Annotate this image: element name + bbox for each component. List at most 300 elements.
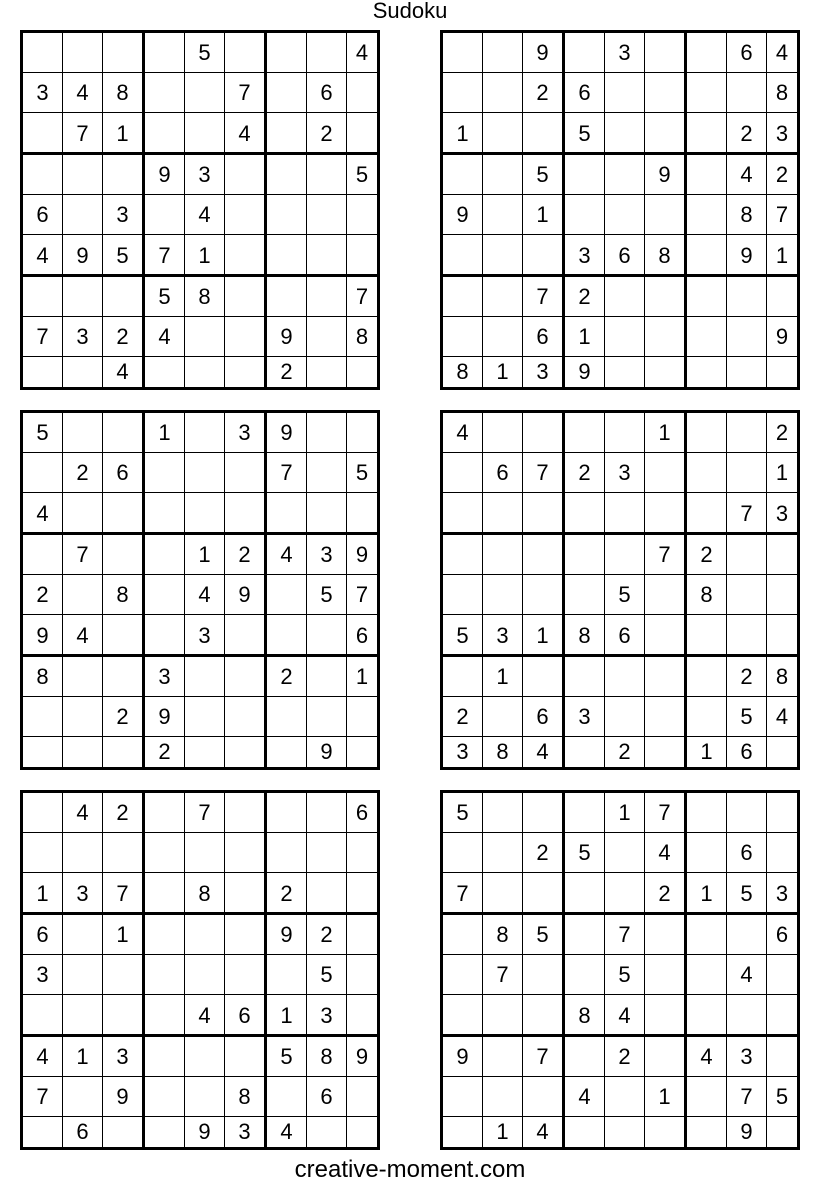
sudoku-cell[interactable] xyxy=(23,155,63,195)
sudoku-cell[interactable]: 7 xyxy=(523,1037,565,1077)
sudoku-cell[interactable]: 1 xyxy=(443,113,483,155)
sudoku-cell[interactable] xyxy=(145,955,185,995)
sudoku-cell[interactable] xyxy=(523,235,565,277)
sudoku-cell[interactable] xyxy=(483,235,523,277)
sudoku-cell[interactable]: 8 xyxy=(347,317,377,357)
sudoku-cell[interactable] xyxy=(565,1117,605,1147)
sudoku-cell[interactable]: 4 xyxy=(63,615,103,657)
sudoku-cell[interactable] xyxy=(267,113,307,155)
sudoku-cell[interactable] xyxy=(185,113,225,155)
sudoku-cell[interactable] xyxy=(185,357,225,387)
sudoku-cell[interactable]: 7 xyxy=(443,873,483,915)
sudoku-cell[interactable]: 6 xyxy=(565,73,605,113)
sudoku-cell[interactable]: 9 xyxy=(307,737,347,767)
sudoku-cell[interactable]: 6 xyxy=(307,1077,347,1117)
sudoku-cell[interactable]: 3 xyxy=(443,737,483,767)
sudoku-cell[interactable] xyxy=(267,615,307,657)
sudoku-cell[interactable] xyxy=(307,317,347,357)
sudoku-cell[interactable]: 4 xyxy=(523,737,565,767)
sudoku-cell[interactable] xyxy=(103,413,145,453)
sudoku-cell[interactable] xyxy=(565,915,605,955)
sudoku-cell[interactable] xyxy=(267,155,307,195)
sudoku-cell[interactable] xyxy=(687,413,727,453)
sudoku-cell[interactable] xyxy=(483,317,523,357)
sudoku-cell[interactable]: 3 xyxy=(225,413,267,453)
sudoku-cell[interactable]: 5 xyxy=(443,615,483,657)
sudoku-cell[interactable]: 8 xyxy=(767,657,797,697)
sudoku-cell[interactable]: 3 xyxy=(145,657,185,697)
sudoku-cell[interactable]: 9 xyxy=(727,235,767,277)
sudoku-cell[interactable] xyxy=(605,873,645,915)
sudoku-cell[interactable] xyxy=(645,955,687,995)
sudoku-cell[interactable]: 7 xyxy=(267,453,307,493)
sudoku-cell[interactable] xyxy=(225,955,267,995)
sudoku-cell[interactable]: 5 xyxy=(727,873,767,915)
sudoku-cell[interactable] xyxy=(687,657,727,697)
sudoku-cell[interactable] xyxy=(727,73,767,113)
sudoku-cell[interactable] xyxy=(443,73,483,113)
sudoku-cell[interactable]: 6 xyxy=(307,73,347,113)
sudoku-cell[interactable] xyxy=(347,697,377,737)
sudoku-cell[interactable]: 7 xyxy=(63,113,103,155)
sudoku-cell[interactable] xyxy=(185,1077,225,1117)
sudoku-cell[interactable]: 6 xyxy=(483,453,523,493)
sudoku-cell[interactable] xyxy=(605,1117,645,1147)
sudoku-cell[interactable] xyxy=(645,357,687,387)
sudoku-cell[interactable] xyxy=(63,737,103,767)
sudoku-cell[interactable]: 1 xyxy=(23,873,63,915)
sudoku-cell[interactable] xyxy=(63,1077,103,1117)
sudoku-cell[interactable] xyxy=(307,1117,347,1147)
sudoku-cell[interactable] xyxy=(483,155,523,195)
sudoku-cell[interactable]: 1 xyxy=(483,357,523,387)
sudoku-cell[interactable]: 4 xyxy=(523,1117,565,1147)
sudoku-cell[interactable] xyxy=(565,575,605,615)
sudoku-cell[interactable] xyxy=(443,955,483,995)
sudoku-cell[interactable] xyxy=(767,833,797,873)
sudoku-cell[interactable]: 8 xyxy=(225,1077,267,1117)
sudoku-cell[interactable] xyxy=(267,793,307,833)
sudoku-cell[interactable] xyxy=(687,33,727,73)
sudoku-cell[interactable] xyxy=(307,195,347,235)
sudoku-cell[interactable] xyxy=(443,575,483,615)
sudoku-cell[interactable] xyxy=(443,833,483,873)
sudoku-cell[interactable]: 9 xyxy=(443,1037,483,1077)
sudoku-cell[interactable] xyxy=(605,357,645,387)
sudoku-cell[interactable]: 2 xyxy=(565,277,605,317)
sudoku-cell[interactable]: 1 xyxy=(767,453,797,493)
sudoku-cell[interactable]: 2 xyxy=(267,657,307,697)
sudoku-cell[interactable] xyxy=(103,833,145,873)
sudoku-cell[interactable] xyxy=(185,317,225,357)
sudoku-cell[interactable] xyxy=(103,535,145,575)
sudoku-cell[interactable] xyxy=(185,657,225,697)
sudoku-cell[interactable] xyxy=(727,793,767,833)
sudoku-cell[interactable]: 8 xyxy=(103,73,145,113)
sudoku-cell[interactable] xyxy=(687,195,727,235)
sudoku-cell[interactable]: 4 xyxy=(347,33,377,73)
sudoku-cell[interactable] xyxy=(145,915,185,955)
sudoku-cell[interactable] xyxy=(145,833,185,873)
sudoku-cell[interactable] xyxy=(347,737,377,767)
sudoku-cell[interactable]: 8 xyxy=(483,915,523,955)
sudoku-cell[interactable] xyxy=(225,697,267,737)
sudoku-cell[interactable] xyxy=(225,793,267,833)
sudoku-cell[interactable]: 3 xyxy=(103,195,145,235)
sudoku-cell[interactable]: 9 xyxy=(267,413,307,453)
sudoku-cell[interactable] xyxy=(483,413,523,453)
sudoku-cell[interactable]: 3 xyxy=(565,697,605,737)
sudoku-cell[interactable]: 9 xyxy=(267,317,307,357)
sudoku-cell[interactable] xyxy=(523,657,565,697)
sudoku-cell[interactable]: 7 xyxy=(645,793,687,833)
sudoku-cell[interactable] xyxy=(267,33,307,73)
sudoku-cell[interactable]: 3 xyxy=(63,317,103,357)
sudoku-cell[interactable] xyxy=(727,357,767,387)
sudoku-cell[interactable]: 2 xyxy=(103,793,145,833)
sudoku-cell[interactable] xyxy=(687,1077,727,1117)
sudoku-cell[interactable] xyxy=(63,195,103,235)
sudoku-cell[interactable]: 3 xyxy=(23,955,63,995)
sudoku-cell[interactable]: 7 xyxy=(645,535,687,575)
sudoku-cell[interactable]: 2 xyxy=(727,113,767,155)
sudoku-cell[interactable] xyxy=(727,277,767,317)
sudoku-cell[interactable] xyxy=(145,33,185,73)
sudoku-cell[interactable] xyxy=(523,493,565,535)
sudoku-cell[interactable] xyxy=(645,1037,687,1077)
sudoku-cell[interactable] xyxy=(565,955,605,995)
sudoku-cell[interactable]: 1 xyxy=(483,657,523,697)
sudoku-cell[interactable] xyxy=(185,737,225,767)
sudoku-cell[interactable]: 5 xyxy=(523,915,565,955)
sudoku-cell[interactable]: 4 xyxy=(145,317,185,357)
sudoku-cell[interactable]: 1 xyxy=(185,535,225,575)
sudoku-cell[interactable] xyxy=(23,1117,63,1147)
sudoku-cell[interactable] xyxy=(687,73,727,113)
sudoku-cell[interactable] xyxy=(347,995,377,1037)
sudoku-cell[interactable]: 4 xyxy=(23,493,63,535)
sudoku-cell[interactable] xyxy=(307,155,347,195)
sudoku-cell[interactable]: 5 xyxy=(565,833,605,873)
sudoku-cell[interactable]: 3 xyxy=(307,995,347,1037)
sudoku-cell[interactable] xyxy=(103,1117,145,1147)
sudoku-cell[interactable] xyxy=(225,1037,267,1077)
sudoku-cell[interactable] xyxy=(523,413,565,453)
sudoku-cell[interactable] xyxy=(145,73,185,113)
sudoku-cell[interactable]: 4 xyxy=(185,995,225,1037)
sudoku-cell[interactable] xyxy=(565,195,605,235)
sudoku-cell[interactable] xyxy=(645,113,687,155)
sudoku-cell[interactable] xyxy=(483,697,523,737)
sudoku-cell[interactable]: 3 xyxy=(727,1037,767,1077)
sudoku-cell[interactable]: 4 xyxy=(767,33,797,73)
sudoku-cell[interactable] xyxy=(267,277,307,317)
sudoku-cell[interactable] xyxy=(605,317,645,357)
sudoku-cell[interactable] xyxy=(185,955,225,995)
sudoku-cell[interactable] xyxy=(483,277,523,317)
sudoku-cell[interactable]: 4 xyxy=(605,995,645,1037)
sudoku-cell[interactable]: 4 xyxy=(63,73,103,113)
sudoku-cell[interactable] xyxy=(63,915,103,955)
sudoku-cell[interactable]: 4 xyxy=(267,1117,307,1147)
sudoku-cell[interactable]: 5 xyxy=(565,113,605,155)
sudoku-cell[interactable] xyxy=(443,155,483,195)
sudoku-cell[interactable] xyxy=(443,493,483,535)
sudoku-cell[interactable] xyxy=(145,873,185,915)
sudoku-cell[interactable]: 7 xyxy=(63,535,103,575)
sudoku-cell[interactable] xyxy=(225,277,267,317)
sudoku-cell[interactable] xyxy=(347,873,377,915)
sudoku-cell[interactable]: 2 xyxy=(565,453,605,493)
sudoku-cell[interactable]: 8 xyxy=(565,995,605,1037)
sudoku-cell[interactable]: 6 xyxy=(347,615,377,657)
sudoku-cell[interactable]: 2 xyxy=(605,737,645,767)
sudoku-cell[interactable]: 3 xyxy=(767,493,797,535)
sudoku-cell[interactable]: 5 xyxy=(523,155,565,195)
sudoku-cell[interactable]: 4 xyxy=(565,1077,605,1117)
sudoku-cell[interactable]: 7 xyxy=(185,793,225,833)
sudoku-cell[interactable] xyxy=(565,737,605,767)
sudoku-cell[interactable]: 7 xyxy=(483,955,523,995)
sudoku-cell[interactable]: 4 xyxy=(23,235,63,277)
sudoku-cell[interactable] xyxy=(687,955,727,995)
sudoku-cell[interactable] xyxy=(483,113,523,155)
sudoku-cell[interactable]: 1 xyxy=(523,195,565,235)
sudoku-cell[interactable] xyxy=(687,833,727,873)
sudoku-cell[interactable] xyxy=(145,113,185,155)
sudoku-cell[interactable] xyxy=(103,615,145,657)
sudoku-cell[interactable]: 5 xyxy=(185,33,225,73)
sudoku-cell[interactable] xyxy=(483,793,523,833)
sudoku-cell[interactable] xyxy=(645,697,687,737)
sudoku-cell[interactable]: 2 xyxy=(267,873,307,915)
sudoku-cell[interactable] xyxy=(767,357,797,387)
sudoku-cell[interactable]: 4 xyxy=(443,413,483,453)
sudoku-cell[interactable] xyxy=(687,995,727,1037)
sudoku-cell[interactable]: 1 xyxy=(267,995,307,1037)
sudoku-cell[interactable] xyxy=(23,995,63,1037)
sudoku-cell[interactable] xyxy=(767,575,797,615)
sudoku-cell[interactable] xyxy=(645,493,687,535)
sudoku-cell[interactable] xyxy=(727,535,767,575)
sudoku-cell[interactable] xyxy=(23,113,63,155)
sudoku-cell[interactable] xyxy=(307,453,347,493)
sudoku-cell[interactable] xyxy=(267,493,307,535)
sudoku-cell[interactable] xyxy=(687,155,727,195)
sudoku-cell[interactable]: 4 xyxy=(687,1037,727,1077)
sudoku-cell[interactable]: 3 xyxy=(63,873,103,915)
sudoku-cell[interactable] xyxy=(443,33,483,73)
sudoku-cell[interactable] xyxy=(225,873,267,915)
sudoku-cell[interactable] xyxy=(185,413,225,453)
sudoku-cell[interactable] xyxy=(145,1117,185,1147)
sudoku-cell[interactable] xyxy=(23,357,63,387)
sudoku-cell[interactable] xyxy=(145,535,185,575)
sudoku-cell[interactable]: 7 xyxy=(103,873,145,915)
sudoku-cell[interactable]: 5 xyxy=(307,575,347,615)
sudoku-cell[interactable]: 4 xyxy=(103,357,145,387)
sudoku-cell[interactable] xyxy=(23,793,63,833)
sudoku-cell[interactable]: 2 xyxy=(103,317,145,357)
sudoku-cell[interactable] xyxy=(347,413,377,453)
sudoku-cell[interactable]: 3 xyxy=(23,73,63,113)
sudoku-cell[interactable]: 2 xyxy=(63,453,103,493)
sudoku-cell[interactable] xyxy=(645,995,687,1037)
sudoku-cell[interactable]: 6 xyxy=(63,1117,103,1147)
sudoku-cell[interactable] xyxy=(267,195,307,235)
sudoku-cell[interactable] xyxy=(347,915,377,955)
sudoku-cell[interactable]: 3 xyxy=(523,357,565,387)
sudoku-cell[interactable]: 7 xyxy=(523,453,565,493)
sudoku-cell[interactable]: 2 xyxy=(267,357,307,387)
sudoku-cell[interactable] xyxy=(23,697,63,737)
sudoku-cell[interactable] xyxy=(483,535,523,575)
sudoku-cell[interactable]: 8 xyxy=(483,737,523,767)
sudoku-cell[interactable] xyxy=(347,113,377,155)
sudoku-cell[interactable]: 1 xyxy=(523,615,565,657)
sudoku-cell[interactable] xyxy=(443,1117,483,1147)
sudoku-cell[interactable]: 9 xyxy=(347,535,377,575)
sudoku-cell[interactable]: 2 xyxy=(103,697,145,737)
sudoku-cell[interactable]: 1 xyxy=(687,873,727,915)
sudoku-cell[interactable]: 1 xyxy=(645,413,687,453)
sudoku-cell[interactable] xyxy=(307,793,347,833)
sudoku-cell[interactable]: 3 xyxy=(605,453,645,493)
sudoku-cell[interactable]: 5 xyxy=(307,955,347,995)
sudoku-cell[interactable] xyxy=(225,657,267,697)
sudoku-cell[interactable] xyxy=(63,33,103,73)
sudoku-cell[interactable]: 7 xyxy=(225,73,267,113)
sudoku-cell[interactable]: 8 xyxy=(103,575,145,615)
sudoku-cell[interactable] xyxy=(185,833,225,873)
sudoku-cell[interactable] xyxy=(443,235,483,277)
sudoku-cell[interactable] xyxy=(687,113,727,155)
sudoku-cell[interactable]: 9 xyxy=(267,915,307,955)
sudoku-cell[interactable]: 4 xyxy=(727,155,767,195)
sudoku-cell[interactable] xyxy=(185,73,225,113)
sudoku-cell[interactable]: 3 xyxy=(767,113,797,155)
sudoku-cell[interactable]: 4 xyxy=(727,955,767,995)
sudoku-cell[interactable] xyxy=(443,535,483,575)
sudoku-cell[interactable] xyxy=(605,113,645,155)
sudoku-cell[interactable] xyxy=(443,453,483,493)
sudoku-cell[interactable] xyxy=(225,235,267,277)
sudoku-cell[interactable] xyxy=(185,697,225,737)
sudoku-cell[interactable] xyxy=(225,453,267,493)
sudoku-cell[interactable] xyxy=(225,833,267,873)
sudoku-cell[interactable]: 1 xyxy=(145,413,185,453)
sudoku-cell[interactable]: 8 xyxy=(687,575,727,615)
sudoku-cell[interactable] xyxy=(225,737,267,767)
sudoku-cell[interactable] xyxy=(307,615,347,657)
sudoku-cell[interactable]: 4 xyxy=(225,113,267,155)
sudoku-cell[interactable]: 3 xyxy=(185,155,225,195)
sudoku-cell[interactable] xyxy=(63,493,103,535)
sudoku-cell[interactable]: 1 xyxy=(605,793,645,833)
sudoku-cell[interactable] xyxy=(347,493,377,535)
sudoku-cell[interactable] xyxy=(523,873,565,915)
sudoku-cell[interactable] xyxy=(727,413,767,453)
sudoku-cell[interactable] xyxy=(63,277,103,317)
sudoku-cell[interactable] xyxy=(225,615,267,657)
sudoku-cell[interactable] xyxy=(565,493,605,535)
sudoku-cell[interactable] xyxy=(483,195,523,235)
sudoku-cell[interactable] xyxy=(687,793,727,833)
sudoku-cell[interactable] xyxy=(307,33,347,73)
sudoku-cell[interactable] xyxy=(687,493,727,535)
sudoku-cell[interactable] xyxy=(145,615,185,657)
sudoku-cell[interactable]: 3 xyxy=(605,33,645,73)
sudoku-cell[interactable]: 6 xyxy=(727,833,767,873)
sudoku-cell[interactable] xyxy=(267,1077,307,1117)
sudoku-cell[interactable] xyxy=(145,575,185,615)
sudoku-cell[interactable]: 4 xyxy=(645,833,687,873)
sudoku-cell[interactable]: 2 xyxy=(523,833,565,873)
sudoku-cell[interactable] xyxy=(483,575,523,615)
sudoku-cell[interactable] xyxy=(185,493,225,535)
sudoku-cell[interactable]: 8 xyxy=(443,357,483,387)
sudoku-cell[interactable]: 8 xyxy=(23,657,63,697)
sudoku-cell[interactable]: 5 xyxy=(347,453,377,493)
sudoku-cell[interactable]: 3 xyxy=(483,615,523,657)
sudoku-cell[interactable] xyxy=(523,955,565,995)
sudoku-cell[interactable]: 2 xyxy=(727,657,767,697)
sudoku-cell[interactable]: 6 xyxy=(347,793,377,833)
sudoku-cell[interactable] xyxy=(103,995,145,1037)
sudoku-cell[interactable] xyxy=(605,535,645,575)
sudoku-cell[interactable]: 6 xyxy=(23,195,63,235)
sudoku-cell[interactable] xyxy=(347,357,377,387)
sudoku-cell[interactable] xyxy=(523,575,565,615)
sudoku-cell[interactable]: 5 xyxy=(767,1077,797,1117)
sudoku-cell[interactable]: 6 xyxy=(605,235,645,277)
sudoku-cell[interactable]: 1 xyxy=(103,915,145,955)
sudoku-cell[interactable] xyxy=(727,317,767,357)
sudoku-cell[interactable]: 9 xyxy=(145,155,185,195)
sudoku-cell[interactable] xyxy=(145,1037,185,1077)
sudoku-cell[interactable]: 4 xyxy=(23,1037,63,1077)
sudoku-cell[interactable]: 7 xyxy=(145,235,185,277)
sudoku-cell[interactable]: 1 xyxy=(687,737,727,767)
sudoku-cell[interactable] xyxy=(267,737,307,767)
sudoku-cell[interactable] xyxy=(565,793,605,833)
sudoku-cell[interactable] xyxy=(605,413,645,453)
sudoku-cell[interactable] xyxy=(767,615,797,657)
sudoku-cell[interactable] xyxy=(63,357,103,387)
sudoku-cell[interactable] xyxy=(267,833,307,873)
sudoku-cell[interactable] xyxy=(63,833,103,873)
sudoku-cell[interactable]: 5 xyxy=(443,793,483,833)
sudoku-cell[interactable] xyxy=(347,1117,377,1147)
sudoku-cell[interactable] xyxy=(687,1117,727,1147)
sudoku-cell[interactable]: 8 xyxy=(727,195,767,235)
sudoku-cell[interactable]: 9 xyxy=(185,1117,225,1147)
sudoku-cell[interactable] xyxy=(145,1077,185,1117)
sudoku-cell[interactable] xyxy=(687,697,727,737)
sudoku-cell[interactable] xyxy=(483,1037,523,1077)
sudoku-cell[interactable] xyxy=(63,995,103,1037)
sudoku-cell[interactable] xyxy=(645,277,687,317)
sudoku-cell[interactable]: 9 xyxy=(645,155,687,195)
sudoku-cell[interactable]: 6 xyxy=(103,453,145,493)
sudoku-cell[interactable]: 7 xyxy=(727,1077,767,1117)
sudoku-cell[interactable] xyxy=(687,915,727,955)
sudoku-cell[interactable]: 2 xyxy=(307,113,347,155)
sudoku-cell[interactable] xyxy=(483,33,523,73)
sudoku-cell[interactable]: 8 xyxy=(307,1037,347,1077)
sudoku-cell[interactable] xyxy=(687,235,727,277)
sudoku-cell[interactable]: 9 xyxy=(767,317,797,357)
